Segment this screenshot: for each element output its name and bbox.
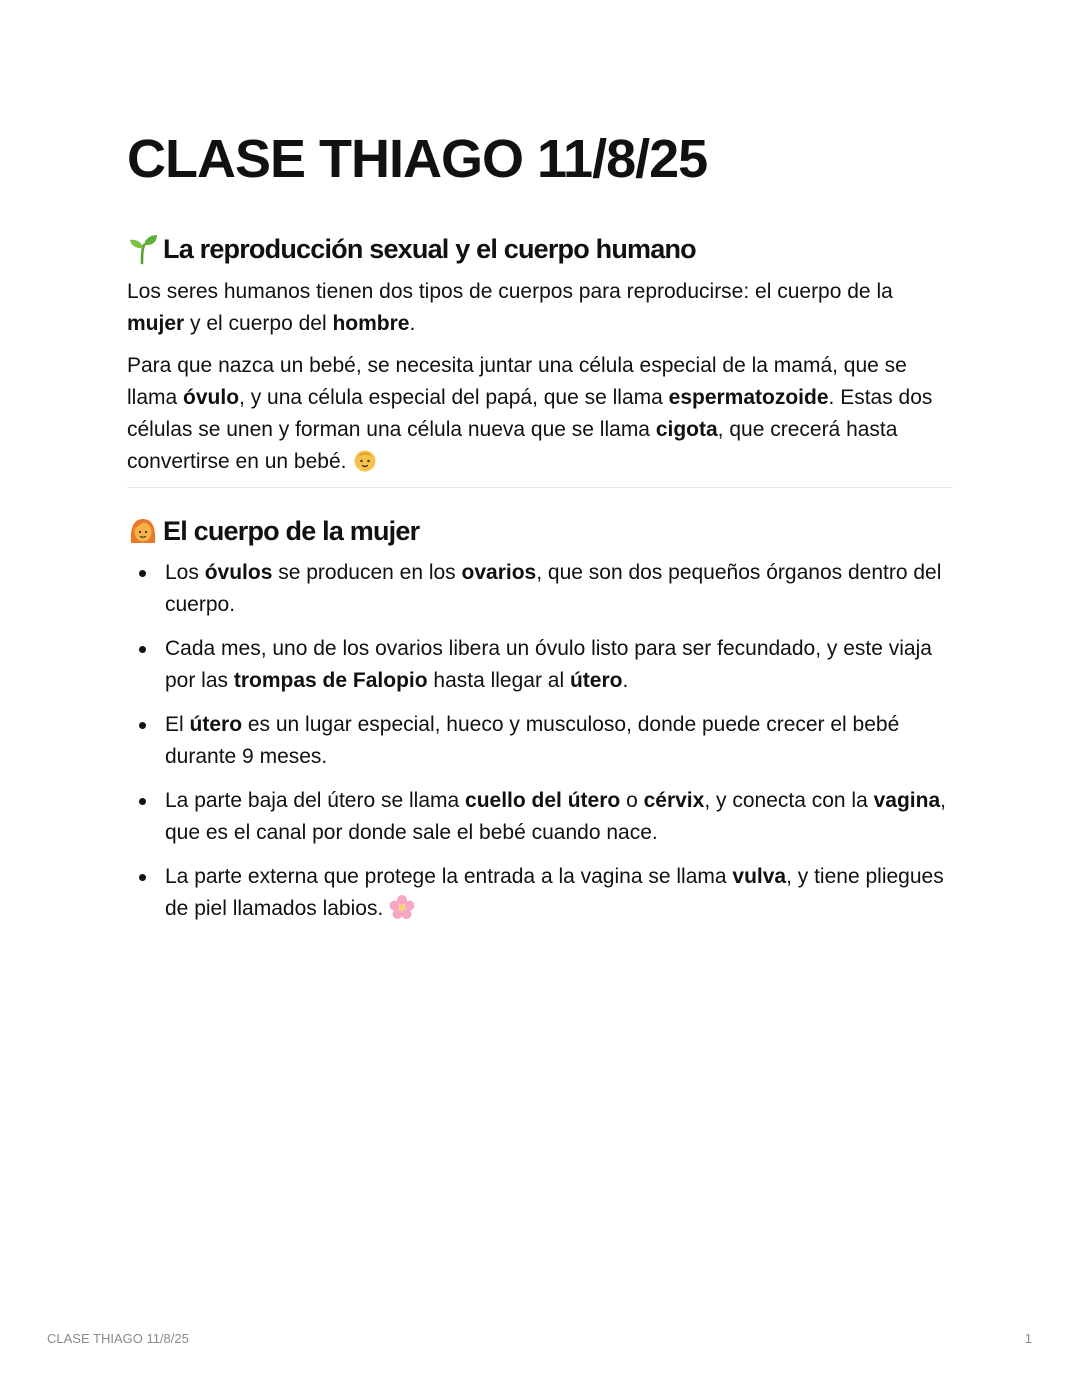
text: Los	[165, 561, 205, 584]
bullet-icon	[139, 798, 146, 805]
list-item	[165, 633, 953, 697]
list-item	[165, 709, 953, 773]
text: , que crecerá hasta convertirse en un bebé.	[127, 418, 898, 473]
text: .	[622, 669, 629, 692]
bold-term: cigota	[655, 418, 718, 441]
bullet-icon	[139, 570, 146, 577]
text: Los seres humanos tienen dos tipos de cuerpos para reproducirse: el cuerpo de la	[127, 280, 893, 303]
text: Cada mes, uno de los ovarios libera un óvulo listo para ser fecundado, y este viaja por las	[165, 637, 932, 692]
bullet-list	[127, 557, 953, 925]
text: y el cuerpo del	[184, 312, 333, 335]
baby-icon	[352, 447, 378, 473]
section-heading-text: La reproducción sexual y el cuerpo humano	[163, 234, 696, 264]
bold-term: útero	[189, 713, 243, 736]
text: La parte externa que protege la entrada a la vagina se llama	[165, 865, 733, 888]
bullet-icon	[139, 874, 146, 881]
bold-term: trompas de Falopio	[233, 669, 428, 692]
text: es un lugar especial, hueco y musculoso, donde puede crecer el bebé durante 9 meses.	[165, 713, 900, 768]
section-heading-text: El cuerpo de la mujer	[163, 516, 420, 546]
bold-term: vagina	[873, 789, 941, 812]
bold-term: espermatozoide	[668, 386, 829, 409]
seedling-icon	[127, 233, 159, 265]
page-title: CLASE THIAGO 11/8/25	[127, 129, 708, 189]
list-item	[165, 557, 953, 621]
bold-term: cérvix	[643, 789, 705, 812]
section-heading	[127, 511, 953, 551]
bold-term: óvulo	[183, 386, 240, 409]
bold-term: ovarios	[461, 561, 537, 584]
bold-term: vulva	[732, 865, 787, 888]
bold-term: óvulos	[204, 561, 273, 584]
bold-term: útero	[569, 669, 623, 692]
text: se producen en los	[272, 561, 462, 584]
bullet-icon	[139, 722, 146, 729]
text: , que es el canal por donde sale el bebé cuando nace.	[165, 789, 946, 844]
footer-document-title: CLASE THIAGO 11/8/25	[47, 1331, 189, 1346]
section-cuerpo-mujer	[127, 511, 953, 937]
woman-icon	[127, 515, 159, 547]
divider	[127, 487, 953, 488]
cherry-blossom-icon	[389, 894, 415, 920]
text: , y una célula especial del papá, que se llama	[239, 386, 669, 409]
bold-term: cuello del útero	[465, 789, 621, 812]
bold-term: mujer	[127, 312, 185, 335]
footer-page-number: 1	[1024, 1331, 1032, 1346]
text: , y tiene pliegues de piel llamados labios.	[165, 865, 944, 920]
text: , y conecta con la	[704, 789, 874, 812]
list-item	[165, 861, 953, 925]
text: .	[409, 312, 416, 335]
section-reproduccion	[127, 229, 953, 478]
text: o	[620, 789, 644, 812]
paragraph	[127, 350, 953, 478]
text: , que son dos pequeños órganos dentro del cuerpo.	[165, 561, 942, 616]
list-item	[165, 785, 953, 849]
paragraph	[127, 276, 953, 340]
bullet-icon	[139, 646, 146, 653]
section-heading	[127, 229, 953, 269]
text: Para que nazca un bebé, se necesita juntar una célula especial de la mamá, que se llama	[127, 354, 907, 409]
text: hasta llegar al	[427, 669, 570, 692]
text: . Estas dos células se unen y forman una célula nueva que se llama	[127, 386, 933, 441]
bold-term: hombre	[332, 312, 410, 335]
text: La parte baja del útero se llama	[165, 789, 466, 812]
text: El	[165, 713, 190, 736]
